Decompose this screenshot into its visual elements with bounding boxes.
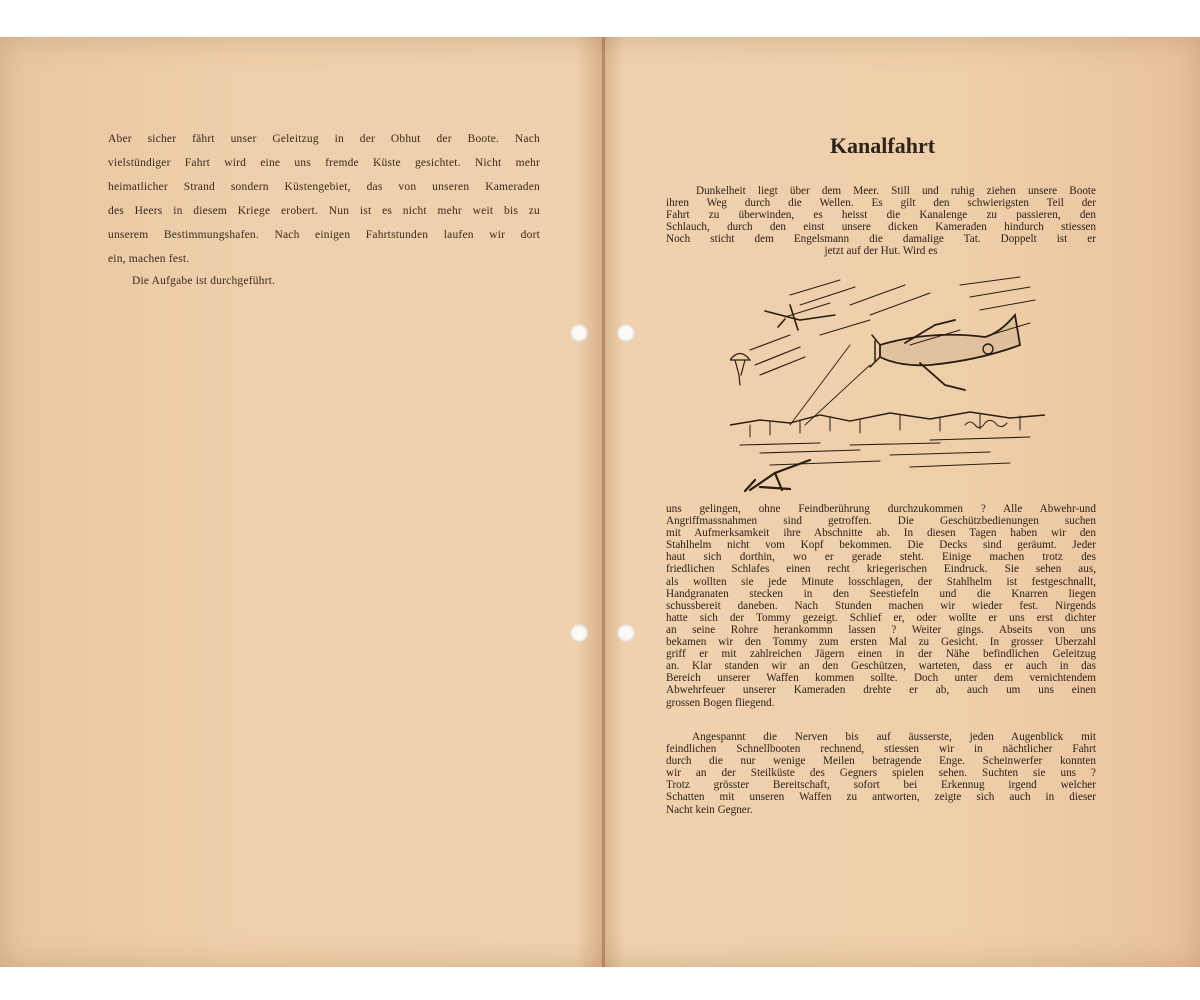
intro-paragraph: [666, 185, 1096, 258]
intro-line-6: jetzt auf der Hut. Wird es: [824, 245, 938, 258]
body-line-9: schussbereit daneben. Nach Stunden machen wir wieder fest. Nirgends: [666, 599, 1096, 612]
body-line-1: uns gelingen, ohne Feindberührung durchzukommen ? Alle Abwehr-und: [666, 503, 1096, 515]
left-line-5: unserem Bestimmungshafen. Nach einigen Fahrtstunden laufen wir dort: [108, 229, 540, 241]
intro-line-2: ihren Weg durch die Wellen. Es gilt den schwierigsten Teil der: [666, 197, 1096, 210]
body-line-13: griff er mit zahlreichen Jägern einen in der Nähe befindlichen Geleitzug: [666, 648, 1096, 661]
left-line-1: Aber sicher fährt unser Geleitzug in der Obhut der Boote. Nach: [108, 133, 540, 145]
body-line-17: grossen Bogen fliegend.: [666, 696, 775, 709]
intro-line-4: Schlauch, durch den einst unsere dicken Kameraden hindurch stiessen: [666, 221, 1096, 234]
body-line-14: an. Klar standen wir an den Geschützen, warteten, dass er auch in das: [666, 660, 1096, 673]
punch-hole: [617, 324, 635, 342]
body-paragraph: [666, 503, 1096, 709]
final-line-3: durch die nur wenige Meilen betragende Enge. Scheinwerfer konnten: [666, 755, 1096, 768]
body-line-4: Stahlhelm nicht vom Kopf bekommen. Die Decks sind geräumt. Jeder: [666, 539, 1096, 552]
left-line-2: vielstündiger Fahrt wird eine uns fremde Küste gesichtet. Nicht mehr: [108, 157, 540, 169]
right-page: [605, 37, 1200, 967]
aircraft-sketch-illustration: [730, 275, 1045, 495]
final-line-5: Trotz grösster Bereitschaft, sofort bei Erkennug irgend welcher: [666, 779, 1096, 792]
intro-line-1: Dunkelheit liegt über dem Meer. Still und ruhig ziehen unsere Boote: [696, 185, 1096, 197]
final-line-4: wir an der Steilküste des Gegners spielen sehen. Suchten sie uns ?: [666, 767, 1096, 780]
left-line-3: heimatlicher Strand sondern Küstengebiet, das von unseren Kameraden: [108, 181, 540, 193]
body-line-12: bekamen wir den Tommy zum ersten Mal zu Gesicht. In grosser Uberzahl: [666, 636, 1096, 649]
left-page: [0, 37, 602, 967]
left-paragraph: [108, 127, 540, 271]
body-line-15: Bereich unserer Waffen kommen sollte. Doch unter dem vernichtendem: [666, 672, 1096, 685]
body-line-2: Angriffmassnahmen sind getroffen. Die Geschützbedienungen suchen: [666, 515, 1096, 528]
body-line-8: Handgranaten stecken in den Seestiefeln und die Knarren liegen: [666, 587, 1096, 600]
body-line-6: friedlichen Schlafes einen recht kriegerischen Eindruck. Sie sehen aus,: [666, 563, 1096, 576]
body-line-7: als wollten sie jede Minute losschlagen, der Stahlhelm ist festgeschnallt,: [666, 575, 1096, 588]
body-line-10: hatte sich der Tommy gezeigt. Schlief er, oder wollte er uns erst dichter: [666, 611, 1096, 624]
body-line-11: an seine Rohre herankommn lassen ? Weiter gings. Abseits von uns: [666, 623, 1096, 636]
final-line-7: Nacht kein Gegner.: [666, 803, 753, 816]
final-line-1: Angespannt die Nerven bis auf äusserste, jeden Augenblick mit: [692, 731, 1096, 743]
body-line-16: Abwehrfeuer unserer Kameraden drehte er ab, auch um uns einen: [666, 684, 1096, 697]
page-title: Kanalfahrt: [829, 133, 936, 158]
left-closing-line: Die Aufgabe ist durchgeführt.: [132, 275, 276, 287]
final-line-2: feindlichen Schnellbooten rechnend, stiessen wir in nächtlicher Fahrt: [666, 743, 1096, 756]
final-line-6: Schatten mit unseren Waffen zu antworten, zeigte sich auch in dieser: [666, 791, 1096, 804]
punch-hole: [570, 624, 588, 642]
book-spread: [0, 37, 1200, 967]
body-line-5: haut sich dorthin, wo er gerade steht. Einige machen trotz des: [666, 551, 1096, 564]
left-line-6: ein, machen fest.: [108, 253, 190, 265]
body-line-3: mit Aufmerksamkeit ihre Abschnitte ab. In diesen Tagen haben wir den: [666, 527, 1096, 540]
intro-line-5: Noch sticht dem Engelsmann die damalige Tat. Doppelt ist er: [666, 233, 1096, 246]
punch-hole: [570, 324, 588, 342]
intro-line-3: Fahrt zu überwinden, es heisst die Kanalenge zu passieren, den: [666, 209, 1096, 222]
punch-hole: [617, 624, 635, 642]
final-paragraph: [666, 731, 1096, 816]
left-line-4: des Heers in diesem Kriege erobert. Nun ist es nicht mehr weit bis zu: [108, 205, 540, 217]
